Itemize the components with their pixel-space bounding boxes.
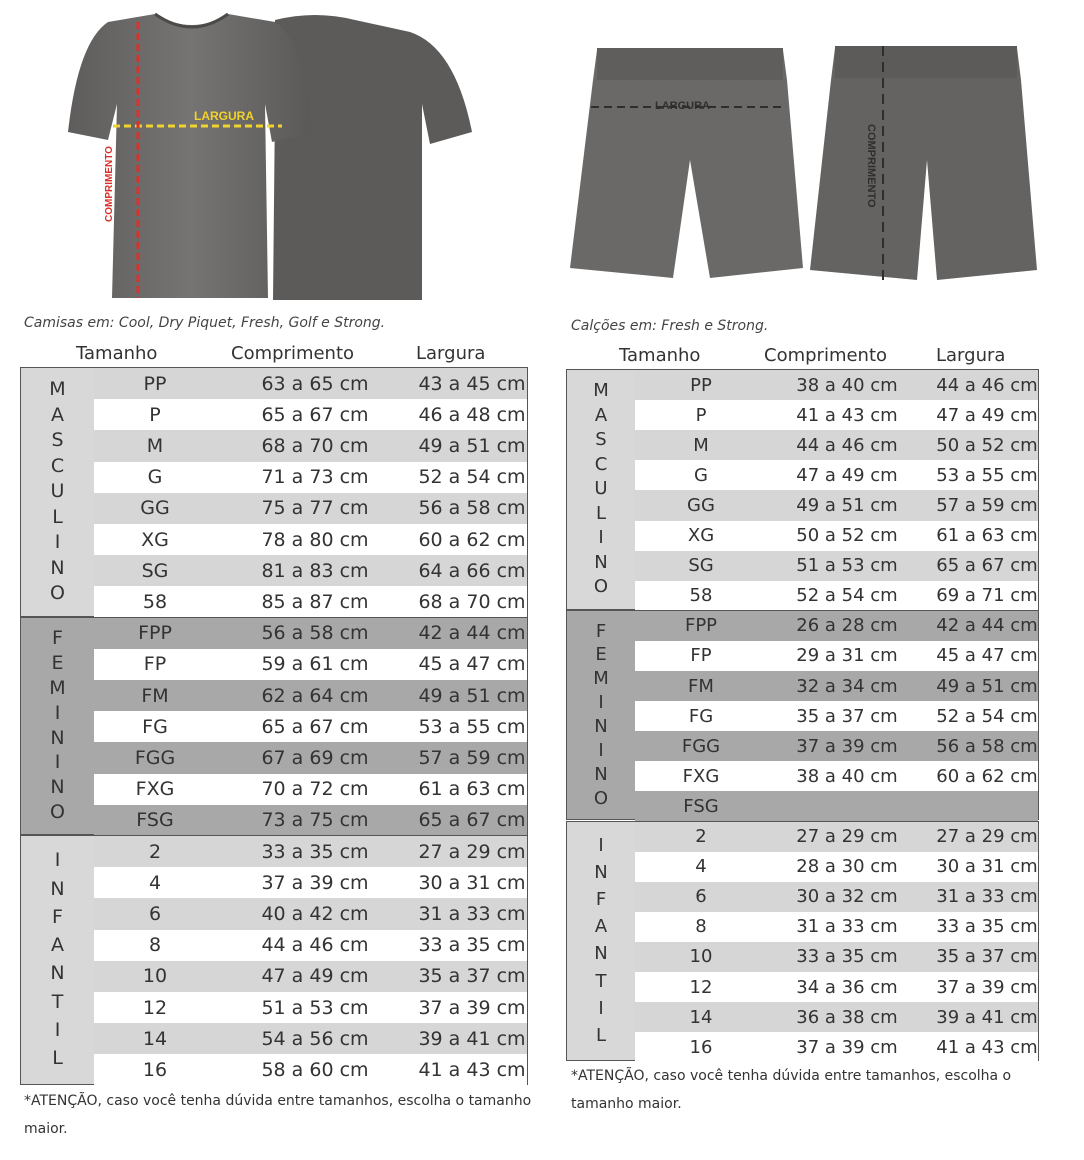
group-letter: A <box>594 404 608 426</box>
size-cell: FG <box>688 705 714 727</box>
header-comprimento: Comprimento <box>231 343 355 364</box>
table-row <box>635 822 1038 852</box>
table-row <box>635 521 1038 551</box>
width-cell: 41 a 43 cm <box>936 1036 1038 1058</box>
group-letter: N <box>50 962 65 985</box>
shirt-caption: Camisas em: Cool, Dry Piquet, Fresh, Golf e Strong. <box>24 315 386 331</box>
size-cell: FPP <box>138 622 172 645</box>
length-cell: 65 a 67 cm <box>261 403 369 426</box>
size-cell: FSG <box>683 795 719 817</box>
size-cell: P <box>149 403 161 426</box>
size-cell: 8 <box>695 916 707 938</box>
group-letter: T <box>51 990 64 1013</box>
group-letter: U <box>50 480 65 503</box>
group-letter: I <box>54 531 61 554</box>
group-letter: N <box>594 716 608 738</box>
size-cell: SG <box>141 559 169 582</box>
group-letter: L <box>52 505 63 528</box>
length-cell: 68 a 70 cm <box>261 434 369 457</box>
size-cell: 12 <box>142 996 168 1019</box>
table-row <box>635 1002 1038 1032</box>
width-cell: 53 a 55 cm <box>418 715 526 738</box>
group-letter: I <box>598 834 604 856</box>
length-cell: 33 a 35 cm <box>796 946 898 968</box>
group-letter: O <box>593 787 609 809</box>
table-row <box>635 370 1038 400</box>
length-cell: 65 a 67 cm <box>261 715 369 738</box>
table-row <box>635 1032 1038 1062</box>
group-label <box>21 368 94 616</box>
table-row <box>94 618 527 649</box>
length-cell: 50 a 52 cm <box>796 525 898 547</box>
length-cell: 49 a 51 cm <box>796 494 898 516</box>
table-row <box>635 731 1038 761</box>
header-largura: Largura <box>416 343 486 364</box>
size-cell: 14 <box>689 1006 713 1028</box>
group-letter: S <box>51 429 64 452</box>
group-letter: I <box>54 751 61 774</box>
table-row <box>94 649 527 680</box>
width-cell: 52 a 54 cm <box>418 466 526 489</box>
width-cell: 43 a 45 cm <box>418 372 526 395</box>
shorts-attention-note: *ATENÇÃO, caso você tenha dúvida entre tamanhos, escolha o tamanho maior. <box>571 1068 1012 1112</box>
group-letter: N <box>50 556 65 579</box>
header-largura: Largura <box>936 345 1006 366</box>
group-infantil <box>20 835 528 1085</box>
header-tamanho: Tamanho <box>76 343 158 364</box>
length-cell: 44 a 46 cm <box>796 434 898 456</box>
size-cell: 2 <box>695 826 707 848</box>
length-cell: 28 a 30 cm <box>796 856 898 878</box>
shorts-caption: Calções em: Fresh e Strong. <box>571 318 769 334</box>
table-row <box>635 490 1038 520</box>
group-infantil <box>566 821 1039 1062</box>
size-cell: M <box>693 434 709 456</box>
length-cell: 36 a 38 cm <box>796 1006 898 1028</box>
size-cell: 12 <box>689 976 713 998</box>
length-cell: 37 a 39 cm <box>796 1036 898 1058</box>
width-cell: 35 a 37 cm <box>936 946 1038 968</box>
table-row <box>635 671 1038 701</box>
length-cell: 56 a 58 cm <box>261 622 369 645</box>
width-cell: 42 a 44 cm <box>936 615 1038 637</box>
group-letter: A <box>594 916 608 938</box>
length-cell: 41 a 43 cm <box>796 404 898 426</box>
group-letter: N <box>594 861 608 883</box>
size-cell: PP <box>690 374 712 396</box>
width-cell: 68 a 70 cm <box>418 590 526 613</box>
group-letter: N <box>594 763 608 785</box>
table-row <box>635 942 1038 972</box>
table-row <box>635 641 1038 671</box>
width-cell <box>935 791 1039 821</box>
shirt-image <box>60 12 480 304</box>
width-cell: 37 a 39 cm <box>936 976 1038 998</box>
size-cell: 8 <box>148 934 162 957</box>
width-cell: 45 a 47 cm <box>418 653 526 676</box>
size-cell: 10 <box>142 965 168 988</box>
group-letter: N <box>50 726 65 749</box>
group-feminino <box>566 610 1039 821</box>
table-row <box>94 867 527 898</box>
size-cell: FP <box>143 653 167 676</box>
group-letter: N <box>594 551 608 573</box>
width-cell: 64 a 66 cm <box>418 559 526 582</box>
width-cell: 49 a 51 cm <box>418 434 526 457</box>
group-letter: I <box>598 527 604 549</box>
size-cell: FGG <box>681 735 721 757</box>
width-cell: 46 a 48 cm <box>418 403 526 426</box>
table-row <box>94 711 527 742</box>
size-cell: FSG <box>136 809 174 832</box>
length-cell: 40 a 42 cm <box>261 902 369 925</box>
length-cell: 44 a 46 cm <box>261 934 369 957</box>
group-label <box>567 611 635 820</box>
width-cell: 69 a 71 cm <box>936 585 1038 607</box>
length-cell: 75 a 77 cm <box>261 497 369 520</box>
size-cell: FG <box>142 715 168 738</box>
table-row <box>94 462 527 493</box>
width-cell: 49 a 51 cm <box>936 675 1038 697</box>
shirt-attention-note: *ATENÇÃO, caso você tenha dúvida entre tamanhos, escolha o tamanho maior. <box>24 1093 532 1137</box>
group-letter: F <box>595 620 607 642</box>
length-cell: 34 a 36 cm <box>796 976 898 998</box>
table-row <box>94 399 527 430</box>
width-cell: 56 a 58 cm <box>936 735 1038 757</box>
width-cell: 61 a 63 cm <box>418 778 526 801</box>
table-row <box>635 791 1038 821</box>
size-cell: FPP <box>684 615 718 637</box>
size-cell: XG <box>687 525 715 547</box>
width-cell: 30 a 31 cm <box>418 871 526 894</box>
size-cell: SG <box>688 555 714 577</box>
shorts-width-label: LARGURA <box>655 100 710 112</box>
length-cell <box>785 791 909 821</box>
length-cell: 71 a 73 cm <box>261 466 369 489</box>
size-cell: M <box>146 434 164 457</box>
width-cell: 44 a 46 cm <box>936 374 1038 396</box>
group-letter: M <box>593 380 609 402</box>
table-row <box>94 742 527 773</box>
group-letter: L <box>52 1047 63 1070</box>
table-row <box>94 805 527 836</box>
table-row <box>94 774 527 805</box>
width-cell: 31 a 33 cm <box>936 886 1038 908</box>
group-letter: S <box>595 429 607 451</box>
table-row <box>635 761 1038 791</box>
group-letter: F <box>595 889 607 911</box>
group-label <box>21 836 94 1084</box>
shirt-width-label: LARGURA <box>194 109 254 123</box>
shorts-image <box>565 40 1045 290</box>
table-row <box>94 493 527 524</box>
group-letter: L <box>595 502 607 524</box>
size-cell: G <box>147 466 163 489</box>
table-row <box>94 836 527 867</box>
group-letter: I <box>54 849 61 872</box>
width-cell: 33 a 35 cm <box>936 916 1038 938</box>
table-row <box>94 524 527 555</box>
length-cell: 70 a 72 cm <box>261 778 369 801</box>
width-cell: 37 a 39 cm <box>418 996 526 1019</box>
shirt-length-label: COMPRIMENTO <box>104 146 115 222</box>
shorts-length-label: COMPRIMENTO <box>865 124 877 208</box>
size-cell: 6 <box>695 886 707 908</box>
group-letter: C <box>594 453 608 475</box>
width-cell: 33 a 35 cm <box>418 934 526 957</box>
table-row <box>94 555 527 586</box>
size-cell: FP <box>690 645 712 667</box>
group-letter: M <box>49 677 66 700</box>
width-cell: 65 a 67 cm <box>936 555 1038 577</box>
group-masculino <box>566 369 1039 610</box>
size-cell: FGG <box>134 746 176 769</box>
width-cell: 27 a 29 cm <box>418 840 526 863</box>
width-cell: 35 a 37 cm <box>418 965 526 988</box>
width-cell: 31 a 33 cm <box>418 902 526 925</box>
width-cell: 42 a 44 cm <box>418 622 526 645</box>
group-letter: I <box>54 701 61 724</box>
group-letter: I <box>598 692 604 714</box>
size-cell: 16 <box>142 1058 168 1081</box>
group-letter: U <box>594 478 608 500</box>
table-row <box>94 898 527 929</box>
shirt-size-table <box>20 367 528 1085</box>
group-letter: A <box>51 403 64 426</box>
length-cell: 47 a 49 cm <box>261 965 369 988</box>
length-cell: 52 a 54 cm <box>796 585 898 607</box>
group-letter: I <box>54 1018 61 1041</box>
group-label <box>567 822 635 1061</box>
group-letter: E <box>51 652 64 675</box>
width-cell: 27 a 29 cm <box>936 826 1038 848</box>
length-cell: 54 a 56 cm <box>261 1027 369 1050</box>
size-cell: FM <box>688 675 714 697</box>
length-cell: 37 a 39 cm <box>796 735 898 757</box>
group-letter: N <box>594 943 608 965</box>
length-cell: 38 a 40 cm <box>796 374 898 396</box>
width-cell: 47 a 49 cm <box>936 404 1038 426</box>
width-cell: 39 a 41 cm <box>936 1006 1038 1028</box>
table-row <box>94 430 527 461</box>
table-row <box>635 912 1038 942</box>
size-cell: 4 <box>148 871 162 894</box>
width-cell: 56 a 58 cm <box>418 497 526 520</box>
size-cell: G <box>694 464 708 486</box>
size-cell: 16 <box>689 1036 713 1058</box>
table-row <box>635 581 1038 611</box>
group-label <box>567 370 635 609</box>
width-cell: 45 a 47 cm <box>936 645 1038 667</box>
length-cell: 58 a 60 cm <box>261 1058 369 1081</box>
table-row <box>635 551 1038 581</box>
size-cell: PP <box>143 372 167 395</box>
group-letter: O <box>50 582 65 605</box>
group-letter: A <box>51 934 64 957</box>
length-cell: 35 a 37 cm <box>796 705 898 727</box>
table-row <box>635 972 1038 1002</box>
table-row <box>94 930 527 961</box>
table-row <box>94 368 527 399</box>
length-cell: 59 a 61 cm <box>261 653 369 676</box>
table-row <box>94 1054 527 1085</box>
table-row <box>94 586 527 617</box>
group-letter: E <box>595 644 607 666</box>
table-row <box>635 430 1038 460</box>
header-tamanho: Tamanho <box>619 345 701 366</box>
size-cell: 4 <box>695 856 707 878</box>
size-cell: 6 <box>148 902 162 925</box>
length-cell: 51 a 53 cm <box>796 555 898 577</box>
length-cell: 29 a 31 cm <box>796 645 898 667</box>
width-cell: 52 a 54 cm <box>936 705 1038 727</box>
size-cell: GG <box>687 494 715 516</box>
table-row <box>635 701 1038 731</box>
width-cell: 60 a 62 cm <box>418 528 526 551</box>
size-cell: XG <box>141 528 169 551</box>
group-letter: I <box>598 997 604 1019</box>
width-cell: 49 a 51 cm <box>418 684 526 707</box>
table-row <box>635 400 1038 430</box>
length-cell: 67 a 69 cm <box>261 746 369 769</box>
size-cell: FXG <box>135 778 175 801</box>
size-cell: FXG <box>682 765 720 787</box>
width-cell: 41 a 43 cm <box>418 1058 526 1081</box>
group-masculino <box>20 367 528 617</box>
length-cell: 37 a 39 cm <box>261 871 369 894</box>
length-cell: 26 a 28 cm <box>796 615 898 637</box>
table-row <box>94 961 527 992</box>
group-letter: F <box>52 905 63 928</box>
length-cell: 81 a 83 cm <box>261 559 369 582</box>
length-cell: 27 a 29 cm <box>796 826 898 848</box>
length-cell: 33 a 35 cm <box>261 840 369 863</box>
group-letter: F <box>52 627 63 650</box>
size-cell: FM <box>141 684 169 707</box>
width-cell: 39 a 41 cm <box>418 1027 526 1050</box>
table-row <box>635 611 1038 641</box>
group-letter: C <box>50 454 65 477</box>
length-cell: 30 a 32 cm <box>796 886 898 908</box>
length-cell: 51 a 53 cm <box>261 996 369 1019</box>
length-cell: 38 a 40 cm <box>796 765 898 787</box>
group-letter: O <box>50 801 65 824</box>
group-label <box>21 618 94 834</box>
size-cell: 14 <box>142 1027 168 1050</box>
table-row <box>635 882 1038 912</box>
table-row <box>94 992 527 1023</box>
width-cell: 60 a 62 cm <box>936 765 1038 787</box>
table-row <box>94 1023 527 1054</box>
width-cell: 61 a 63 cm <box>936 525 1038 547</box>
group-letter: O <box>593 576 609 598</box>
size-cell: 58 <box>689 585 713 607</box>
table-row <box>635 852 1038 882</box>
length-cell: 85 a 87 cm <box>261 590 369 613</box>
length-cell: 62 a 64 cm <box>261 684 369 707</box>
width-cell: 30 a 31 cm <box>936 856 1038 878</box>
shorts-table-headers <box>0 345 1084 369</box>
size-cell: 10 <box>689 946 713 968</box>
length-cell: 47 a 49 cm <box>796 464 898 486</box>
size-cell: 58 <box>142 590 168 613</box>
table-row <box>635 460 1038 490</box>
width-cell: 50 a 52 cm <box>936 434 1038 456</box>
width-cell: 57 a 59 cm <box>936 494 1038 516</box>
width-cell: 57 a 59 cm <box>418 746 526 769</box>
length-cell: 73 a 75 cm <box>261 809 369 832</box>
length-cell: 32 a 34 cm <box>796 675 898 697</box>
group-letter: T <box>595 970 607 992</box>
header-comprimento: Comprimento <box>764 345 888 366</box>
group-letter: I <box>598 739 604 761</box>
group-letter: M <box>593 668 609 690</box>
length-cell: 78 a 80 cm <box>261 528 369 551</box>
width-cell: 53 a 55 cm <box>936 464 1038 486</box>
size-cell: 2 <box>148 840 162 863</box>
shorts-size-table <box>566 369 1039 1061</box>
size-cell: GG <box>140 497 170 520</box>
group-letter: M <box>49 378 66 401</box>
length-cell: 31 a 33 cm <box>796 916 898 938</box>
length-cell: 63 a 65 cm <box>261 372 369 395</box>
group-letter: N <box>50 776 65 799</box>
group-letter: N <box>50 877 65 900</box>
width-cell: 65 a 67 cm <box>418 809 526 832</box>
group-feminino <box>20 617 528 835</box>
size-cell: P <box>695 404 707 426</box>
group-letter: L <box>595 1025 607 1046</box>
table-row <box>94 680 527 711</box>
